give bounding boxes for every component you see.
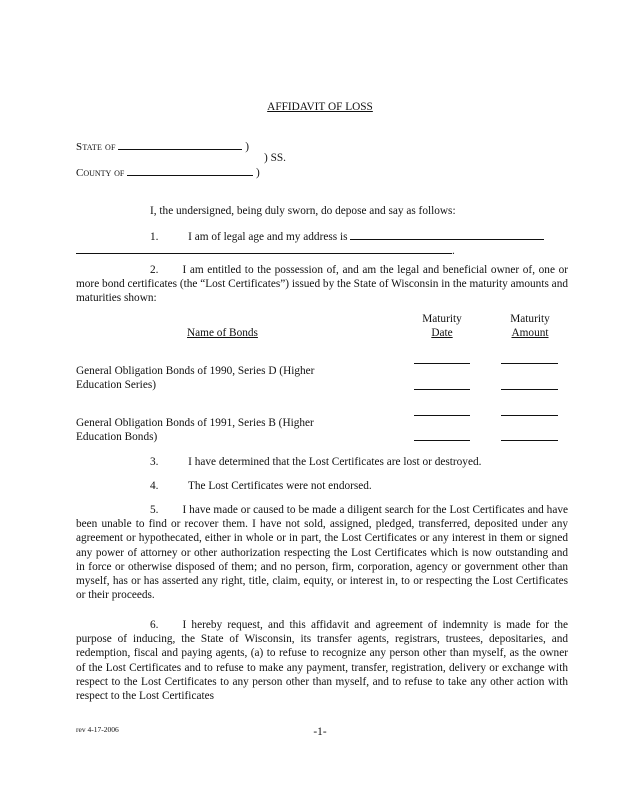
- item-6-number: 6.: [150, 619, 159, 631]
- row-1-date-blank-2[interactable]: [414, 389, 470, 390]
- row-2-date-blank-1[interactable]: [414, 415, 470, 416]
- col-header-amount: [500, 312, 560, 340]
- state-blank[interactable]: [118, 139, 242, 150]
- bond-row-1-line2: Education Series): [76, 379, 156, 391]
- state-line: [76, 139, 249, 153]
- col-amount-line2: Amount: [511, 327, 549, 339]
- address-blank-2[interactable]: [76, 243, 452, 254]
- item-1-text: I am of legal age and my address is: [188, 231, 348, 243]
- row-1-amount-blank-1[interactable]: [501, 363, 558, 364]
- col-header-name: [187, 326, 258, 340]
- row-1-date-blank-1[interactable]: [414, 363, 470, 364]
- state-paren: ): [245, 141, 250, 153]
- row-2-amount-blank-1[interactable]: [501, 415, 558, 416]
- item-3-number: 3.: [150, 456, 159, 468]
- item-5: [76, 503, 568, 602]
- address-period: .: [452, 245, 455, 257]
- revision-note: rev 4-17-2006: [76, 725, 119, 734]
- bond-row-1-line1: General Obligation Bonds of 1990, Series D (Higher: [76, 365, 315, 377]
- item-1-number: 1.: [150, 231, 159, 243]
- row-2-amount-blank-2[interactable]: [501, 440, 558, 441]
- item-3: [150, 456, 481, 468]
- col-name-label: Name of Bonds: [187, 327, 258, 339]
- item-5-text: I have made or caused to be made a diligent search for the Lost Certificates and have been unable to find or recover them. I have not sold, assigned, pledged, transferred, deposited under any agreement or hypothecated, either in whole or in part, the Lost Certificates or any interest in them or signed any power of attorney or other authorization respecting the Lost Certificates which is now outstanding and in force or otherwise disposed of them; and no person, firm, corporation, agency or government other than myself, has or has asserted any right, title, claim, equity, or interest in, to or respecting the Lost Certificates or their proceeds.: [76, 504, 568, 602]
- address-blank-1[interactable]: [350, 229, 544, 240]
- bond-row-2: [76, 416, 314, 444]
- page-number: -1-: [313, 726, 327, 738]
- col-amount-line1: Maturity: [510, 313, 550, 325]
- intro-text: I, the undersigned, being duly sworn, do depose and say as follows:: [150, 205, 456, 217]
- col-date-line2: Date: [431, 327, 453, 339]
- item-6: [76, 618, 568, 703]
- item-2: [76, 263, 568, 306]
- document-title: AFFIDAVIT OF LOSS: [267, 101, 373, 113]
- item-1: [150, 229, 544, 243]
- state-label: State of: [76, 141, 116, 153]
- item-4-text: The Lost Certificates were not endorsed.: [187, 480, 372, 492]
- item-3-text: I have determined that the Lost Certificates are lost or destroyed.: [188, 456, 482, 468]
- ss-marker: ) SS.: [264, 152, 286, 164]
- county-label: County of: [76, 167, 125, 179]
- bond-row-2-line2: Education Bonds): [76, 431, 158, 443]
- item-2-text: I am entitled to the possession of, and am the legal and beneficial owner of, one or more bond certificates (the “Lost Certificates”) issued by the State of Wisconsin in the maturity amounts and maturities shown:: [76, 264, 568, 305]
- item-6-text: I hereby request, and this affidavit and agreement of indemnity is made for the purpose of inducing, the State of Wisconsin, its transfer agents, registrars, trustees, depositaries, and redemption, fiscal and paying agents, (a) to refuse to recognize any person other than myself, as the owner of the Lost Certificates and to refuse to make any payment, transfer, registration, delivery or exchange with respect to the Lost Certificates to any person other than myself, and to refuse to take any other action with respect to the Lost Certificates: [76, 619, 568, 703]
- address-line-2: [76, 243, 455, 257]
- item-4: [150, 480, 372, 492]
- item-2-number: 2.: [150, 264, 159, 276]
- item-5-number: 5.: [150, 504, 159, 516]
- county-paren: ): [255, 167, 260, 179]
- bond-row-1: [76, 364, 314, 392]
- county-line: [76, 165, 260, 179]
- row-1-amount-blank-2[interactable]: [501, 389, 558, 390]
- bond-row-2-line1: General Obligation Bonds of 1991, Series B (Higher: [76, 417, 314, 429]
- col-header-date: [412, 312, 472, 340]
- row-2-date-blank-2[interactable]: [414, 440, 470, 441]
- county-blank[interactable]: [127, 165, 253, 176]
- item-4-number: 4.: [150, 480, 159, 492]
- col-date-line1: Maturity: [422, 313, 462, 325]
